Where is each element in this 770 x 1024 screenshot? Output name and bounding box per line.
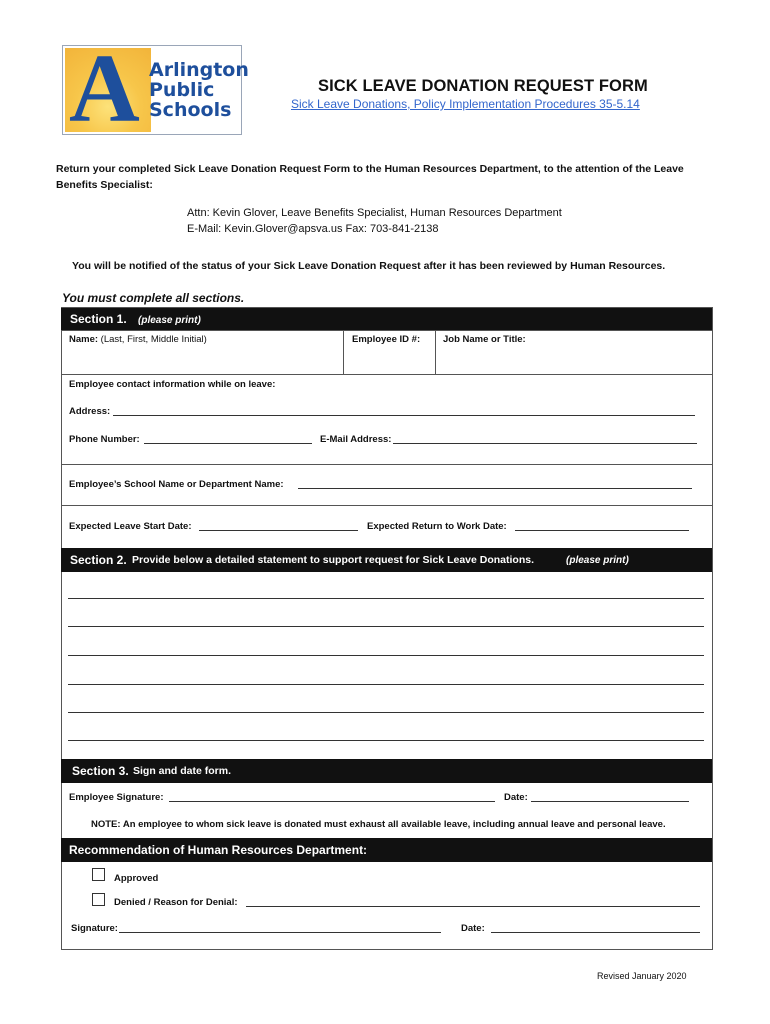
section1-note: (please print) <box>138 315 201 326</box>
school-label: Employee’s School Name or Department Name: <box>69 479 284 490</box>
aps-logo <box>62 35 249 143</box>
return-instructions: Return your completed Sick Leave Donation Request Form to the Human Resources Department, to the attention of the Leave Benefits Specialist: <box>56 163 684 191</box>
divider <box>61 464 712 465</box>
address-label: Address: <box>69 406 111 417</box>
section3-title: Section 3. <box>72 764 129 778</box>
hr-signature-label: Signature: <box>71 923 118 934</box>
revised-date: Revised January 2020 <box>597 971 687 981</box>
employee-id-field[interactable]: Employee ID #: <box>352 334 421 345</box>
divider <box>61 505 712 506</box>
hr-date-input[interactable] <box>491 921 700 933</box>
section2-header <box>61 548 712 572</box>
attn-block <box>187 205 562 237</box>
statement-line-1[interactable] <box>68 598 704 599</box>
hr-title: Recommendation of Human Resources Department: <box>69 843 368 857</box>
contact-info-label: Employee contact information while on leave: <box>69 379 276 390</box>
section3-header <box>61 759 712 783</box>
email-fax-line: E-Mail: Kevin.Glover@apsva.us Fax: 703-841-2138 <box>187 223 439 235</box>
divider <box>435 330 436 375</box>
phone-label: Phone Number: <box>69 434 140 445</box>
logo-text: Arlington Public Schools <box>149 59 249 121</box>
statement-line-3[interactable] <box>68 655 704 656</box>
approved-label: Approved <box>114 873 159 884</box>
phone-input[interactable] <box>144 432 312 444</box>
hr-header <box>61 838 712 862</box>
section1-header <box>61 308 712 330</box>
must-complete-text: You must complete all sections. <box>62 291 245 305</box>
attn-line: Attn: Kevin Glover, Leave Benefits Specialist, Human Resources Department <box>187 207 562 219</box>
section1-title: Section 1. <box>70 312 127 326</box>
statement-line-4[interactable] <box>68 684 704 685</box>
note-text: NOTE: An employee to whom sick leave is donated must exhaust all available leave, including annual leave and personal leave. <box>91 819 666 830</box>
statement-line-5[interactable] <box>68 712 704 713</box>
return-date-input[interactable] <box>515 519 689 531</box>
email-label: E-Mail Address: <box>320 434 392 445</box>
job-title-field[interactable]: Job Name or Title: <box>443 334 526 345</box>
start-date-input[interactable] <box>199 519 358 531</box>
return-date-label: Expected Return to Work Date: <box>367 521 507 532</box>
section2-text: Provide below a detailed statement to support request for Sick Leave Donations. <box>132 554 535 566</box>
employee-signature-input[interactable] <box>169 790 495 802</box>
section3-text: Sign and date form. <box>133 765 232 777</box>
section2-title: Section 2. <box>70 553 127 567</box>
denied-label: Denied / Reason for Denial: <box>114 897 238 908</box>
hr-signature-input[interactable] <box>119 921 441 933</box>
statement-line-2[interactable] <box>68 626 704 627</box>
statement-line-6[interactable] <box>68 740 704 741</box>
policy-link[interactable]: Sick Leave Donations, Policy Implementation Procedures 35-5.14 <box>291 97 640 111</box>
section3-date-label: Date: <box>504 792 528 803</box>
logo-letter: A <box>69 35 140 143</box>
start-date-label: Expected Leave Start Date: <box>69 521 192 532</box>
divider <box>61 374 712 375</box>
approved-checkbox[interactable] <box>92 868 105 881</box>
divider <box>343 330 344 375</box>
form-title: SICK LEAVE DONATION REQUEST FORM <box>318 77 648 95</box>
notify-text: You will be notified of the status of your Sick Leave Donation Request after it has been reviewed by Human Resources. <box>72 260 666 272</box>
denied-checkbox[interactable] <box>92 893 105 906</box>
denial-reason-input[interactable] <box>246 895 700 907</box>
name-field[interactable]: Name: (Last, First, Middle Initial) <box>69 334 207 345</box>
email-input[interactable] <box>393 432 697 444</box>
address-input[interactable] <box>113 404 695 416</box>
school-input[interactable] <box>298 477 692 489</box>
divider <box>61 330 712 331</box>
section2-note: (please print) <box>566 555 629 566</box>
employee-signature-label: Employee Signature: <box>69 792 164 803</box>
hr-date-label: Date: <box>461 923 485 934</box>
section3-date-input[interactable] <box>531 790 689 802</box>
